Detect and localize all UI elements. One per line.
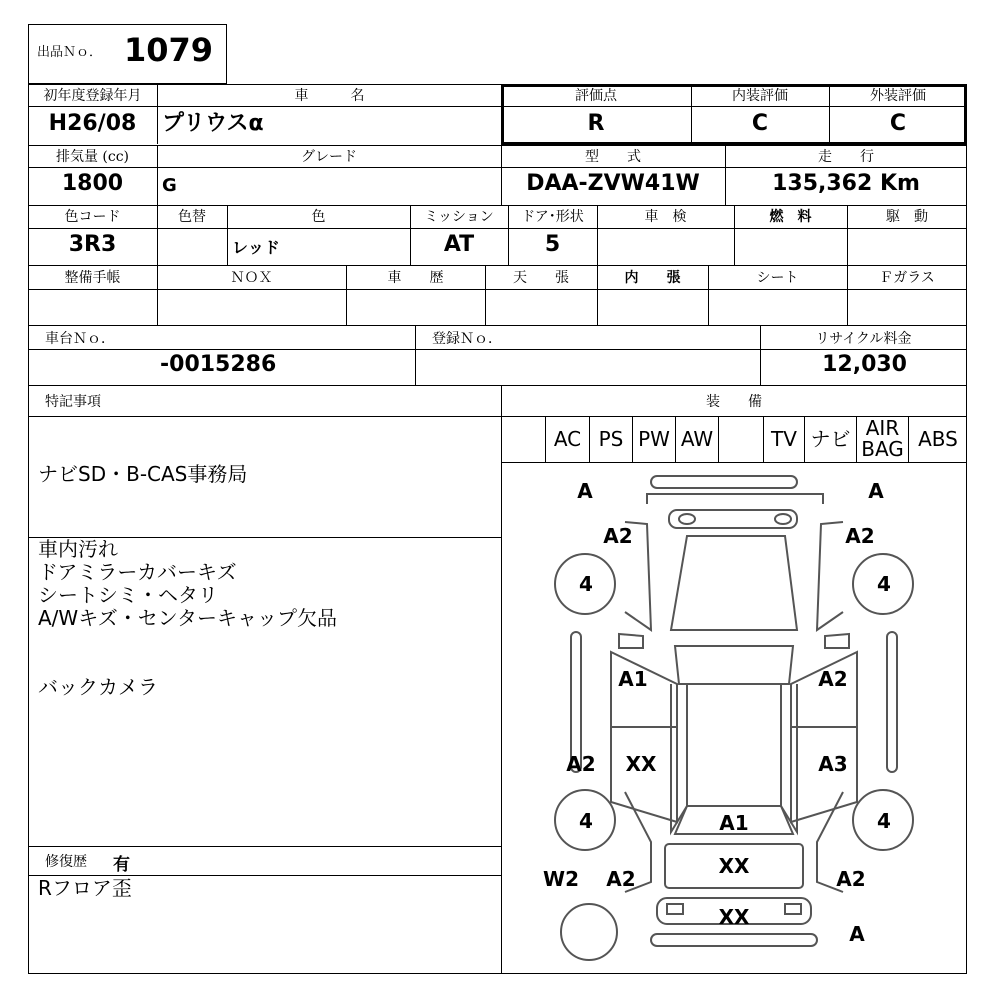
note-2: ドアミラーカバーキズ — [38, 560, 237, 584]
equip-abs: ABS — [908, 416, 967, 462]
damage-mark: A2 — [566, 752, 596, 776]
divider — [501, 106, 967, 107]
special-label: 特記事項 — [45, 394, 101, 410]
divider — [28, 205, 967, 206]
equip-airbag: AIR BAG — [856, 416, 908, 462]
damage-mark: A2 — [836, 867, 866, 891]
divider — [28, 167, 967, 168]
equip-tv: TV — [763, 416, 804, 462]
seat-label: シート — [756, 270, 799, 286]
damage-mark: A3 — [818, 752, 848, 776]
right-fender-shape — [817, 522, 843, 630]
damage-mark: A — [577, 479, 593, 503]
equip-aw: AW — [675, 416, 718, 462]
equip-empty — [718, 416, 763, 462]
windshield-shape — [675, 646, 793, 684]
note-extra: バックカメラ — [38, 675, 158, 699]
color-change-label: 色替 — [178, 209, 206, 225]
color-value: レッド — [232, 238, 280, 257]
spare-wheel-shape — [561, 904, 617, 960]
damage-mark: A2 — [818, 667, 848, 691]
displacement-value: 1800 — [61, 171, 124, 196]
service-book-label: 整備手帳 — [64, 270, 121, 286]
equip-navi: ナビ — [804, 416, 856, 462]
divider — [28, 228, 967, 229]
damage-mark: XX — [718, 854, 750, 878]
mission-value: AT — [443, 232, 475, 257]
front-edge-shape — [647, 494, 823, 504]
mission-label: ミッション — [424, 209, 494, 225]
car-diagram — [501, 462, 967, 974]
repair-detail: Rフロア歪 — [38, 876, 132, 900]
sunroof-label: 天 張 — [513, 270, 569, 286]
equipment-label: 装 備 — [706, 394, 762, 410]
equip-ps: PS — [589, 416, 632, 462]
fglass-label: Ｆガラス — [879, 270, 935, 286]
recycle-value: 12,030 — [822, 352, 907, 377]
model-label: 型 式 — [585, 149, 641, 165]
divider — [28, 265, 967, 266]
color-code-value: 3R3 — [68, 232, 117, 257]
inspection-label: 車 検 — [644, 209, 687, 225]
damage-mark: A1 — [618, 667, 648, 691]
damage-mark: XX — [625, 752, 657, 776]
divider — [28, 145, 967, 146]
rear-edge-shape — [651, 934, 817, 946]
exterior-label: 外装評価 — [870, 88, 926, 104]
car-name-label: 車 名 — [294, 88, 365, 104]
grille-shape — [669, 510, 797, 528]
left-mirror-shape — [619, 634, 643, 648]
note-4: A/Wキズ・センターキャップ欠品 — [38, 606, 337, 630]
left-lamp-shape — [667, 904, 683, 914]
interior-value: C — [751, 111, 769, 136]
emblem-left-shape — [679, 514, 695, 524]
damage-mark: 4 — [877, 572, 891, 596]
first-reg-value: H26/08 — [48, 111, 137, 136]
chassis-label: 車台Ｎｏ． — [45, 331, 115, 347]
score-label: 評価点 — [575, 88, 617, 104]
color-code-label: 色コード — [64, 209, 121, 225]
special-line1: ナビSD・B-CAS事務局 — [38, 462, 248, 486]
divider — [415, 325, 416, 385]
mileage-value: 135,362 Km — [772, 171, 920, 196]
history-label: 車 歴 — [387, 270, 444, 286]
displacement-label: 排気量 (cc) — [55, 149, 130, 165]
model-value: DAA-ZVW41W — [526, 171, 700, 196]
right-lamp-shape — [785, 904, 801, 914]
inner-label: 内 張 — [624, 270, 681, 286]
recycle-label: リサイクル料金 — [815, 331, 912, 347]
door-value: 5 — [544, 232, 561, 257]
color-label: 色 — [311, 209, 326, 225]
divider — [28, 289, 967, 290]
car-name-value: プリウスα — [162, 111, 264, 136]
emblem-right-shape — [775, 514, 791, 524]
nox-label: ＮＯＸ — [230, 270, 273, 286]
divider — [28, 349, 967, 350]
damage-mark: 4 — [877, 809, 891, 833]
note-1: 車内汚れ — [38, 537, 118, 561]
damage-mark: A — [849, 922, 865, 946]
hood-shape — [671, 536, 797, 630]
repair-value: 有 — [113, 855, 130, 875]
fuel-label: 燃 料 — [769, 209, 812, 225]
row1-label-line — [28, 106, 502, 107]
damage-mark: W2 — [543, 867, 579, 891]
damage-mark: A2 — [606, 867, 636, 891]
roof-shape — [687, 684, 781, 806]
damage-mark: XX — [718, 905, 750, 929]
equip-ac: AC — [545, 416, 589, 462]
equip-pw: PW — [632, 416, 675, 462]
front-bumper-shape — [651, 476, 797, 488]
registration-label: 登録Ｎｏ． — [432, 331, 502, 347]
divider — [28, 385, 967, 386]
damage-mark: 4 — [579, 572, 593, 596]
exterior-value: C — [889, 111, 907, 136]
divider — [28, 325, 967, 326]
grade-value: G — [162, 175, 177, 196]
lot-number: 1079 — [124, 31, 214, 69]
damage-mark: A2 — [845, 524, 875, 548]
damage-mark: A — [868, 479, 884, 503]
grade-label: グレード — [301, 149, 357, 165]
interior-label: 内装評価 — [732, 88, 788, 104]
equip-blank — [501, 416, 545, 462]
note-3: シートシミ・ヘタリ — [38, 583, 218, 607]
first-reg-label: 初年度登録年月 — [43, 88, 142, 104]
mileage-label: 走 行 — [818, 149, 874, 165]
repair-label: 修復歴 — [45, 854, 87, 870]
chassis-value: -0015286 — [160, 352, 277, 377]
drive-label: 駆 動 — [886, 209, 928, 225]
right-sill-shape — [887, 632, 897, 772]
right-mirror-shape — [825, 634, 849, 648]
door-label: ドア･形状 — [521, 209, 584, 225]
divider — [28, 846, 501, 847]
damage-mark: A1 — [719, 811, 749, 835]
damage-mark: A2 — [603, 524, 633, 548]
lot-label: 出品Ｎｏ． — [37, 45, 103, 60]
left-sill-shape — [571, 632, 581, 772]
score-value: R — [587, 111, 605, 136]
damage-mark: 4 — [579, 809, 593, 833]
lot-box — [28, 24, 227, 84]
